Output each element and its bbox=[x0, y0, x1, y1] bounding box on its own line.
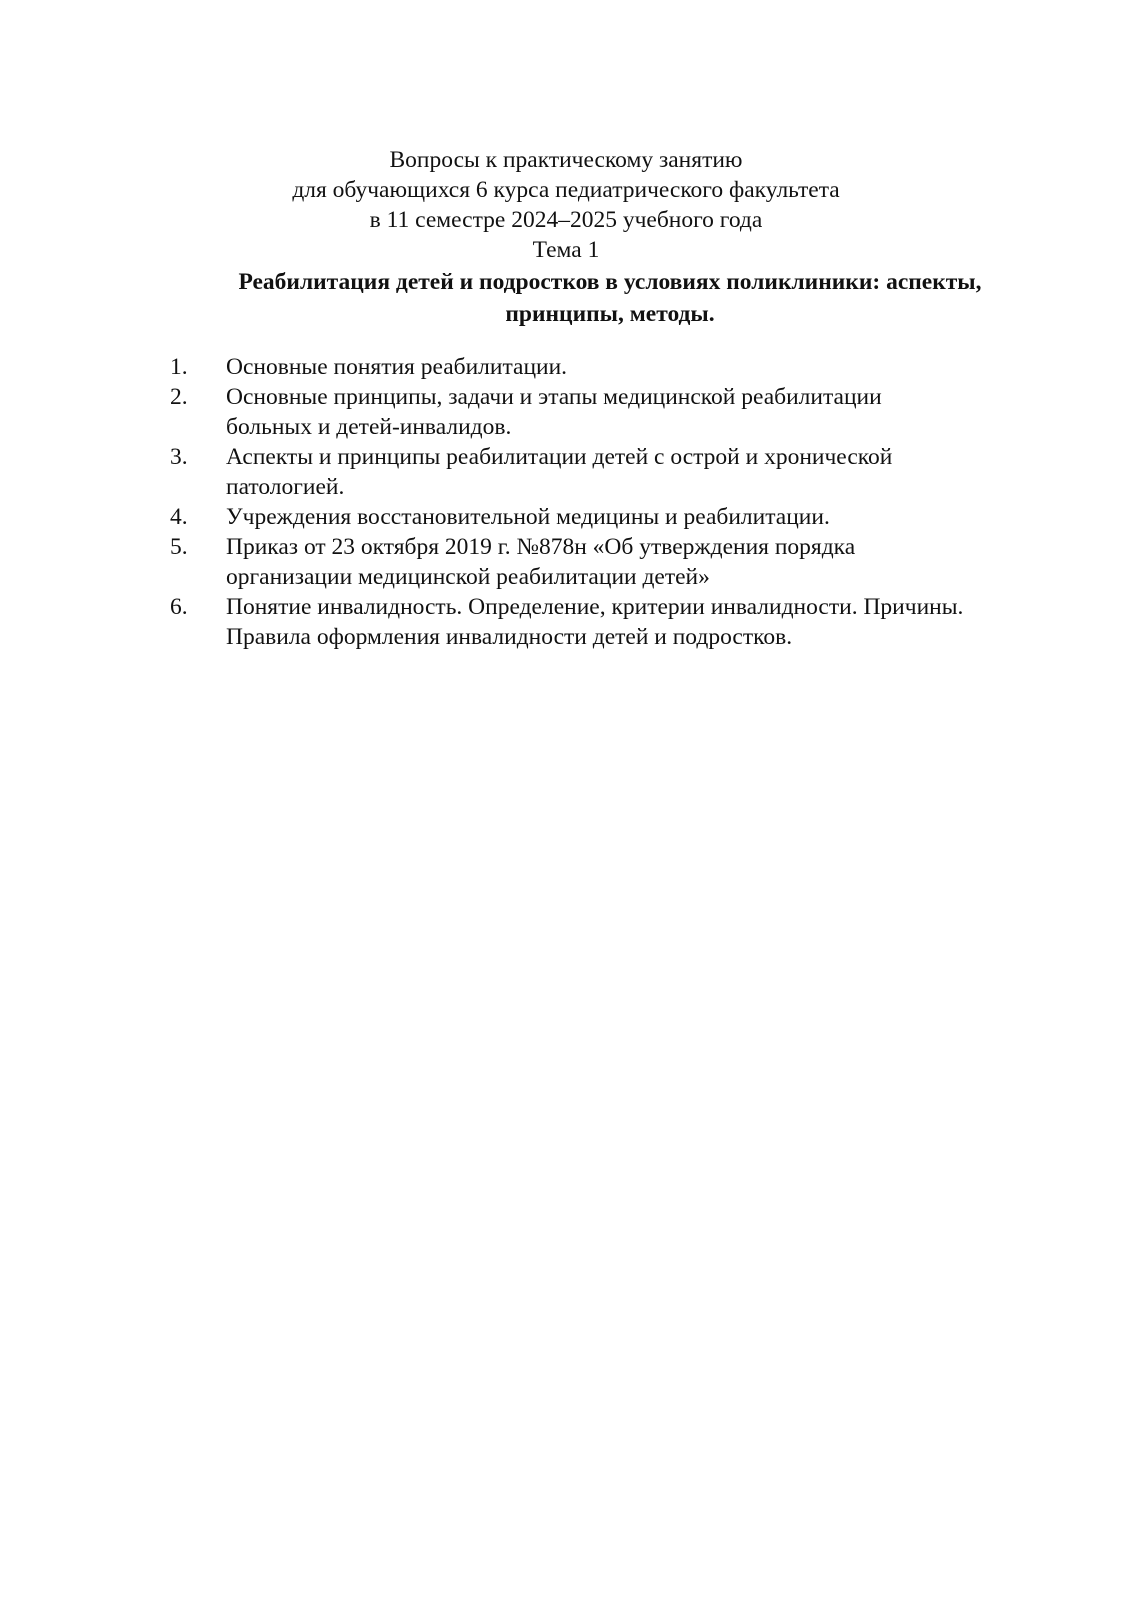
topic-title bbox=[180, 266, 1040, 330]
question-number: 5. bbox=[170, 534, 188, 560]
questions-list bbox=[170, 352, 1070, 652]
question-text: патологией. bbox=[226, 474, 345, 500]
question-item bbox=[170, 352, 1070, 382]
question-text: Основные принципы, задачи и этапы медицинской реабилитации bbox=[226, 384, 882, 410]
question-item bbox=[170, 442, 1070, 502]
question-text: Понятие инвалидность. Определение, критерии инвалидности. Причины. bbox=[226, 594, 964, 620]
question-item bbox=[170, 382, 1070, 442]
question-number: 6. bbox=[170, 594, 188, 620]
question-text: больных и детей-инвалидов. bbox=[226, 414, 512, 440]
question-text: Учреждения восстановительной медицины и реабилитации. bbox=[226, 504, 830, 530]
header-topic-number: Тема 1 bbox=[532, 237, 600, 263]
header-semester-line: в 11 семестре 2024–2025 учебного года bbox=[369, 207, 763, 233]
question-text: Основные понятия реабилитации. bbox=[226, 354, 568, 380]
topic-title-line: принципы, методы. bbox=[505, 301, 715, 327]
question-item bbox=[170, 592, 1070, 652]
question-number: 1. bbox=[170, 354, 188, 380]
topic-title-line: Реабилитация детей и подростков в условиях поликлиники: аспекты, bbox=[238, 269, 982, 295]
header-audience-line: для обучающихся 6 курса педиатрического факультета bbox=[292, 177, 840, 203]
question-text: Аспекты и принципы реабилитации детей с острой и хронической bbox=[226, 444, 893, 470]
question-text: Правила оформления инвалидности детей и подростков. bbox=[226, 624, 793, 650]
question-number: 3. bbox=[170, 444, 188, 470]
question-item bbox=[170, 532, 1070, 592]
question-number: 2. bbox=[170, 384, 188, 410]
question-item bbox=[170, 502, 1070, 532]
question-text: Приказ от 23 октября 2019 г. №878н «Об утверждения порядка bbox=[226, 534, 856, 560]
header-title-line: Вопросы к практическому занятию bbox=[389, 147, 743, 173]
question-number: 4. bbox=[170, 504, 188, 530]
document-header bbox=[0, 145, 1132, 265]
question-text: организации медицинской реабилитации детей» bbox=[226, 564, 710, 590]
